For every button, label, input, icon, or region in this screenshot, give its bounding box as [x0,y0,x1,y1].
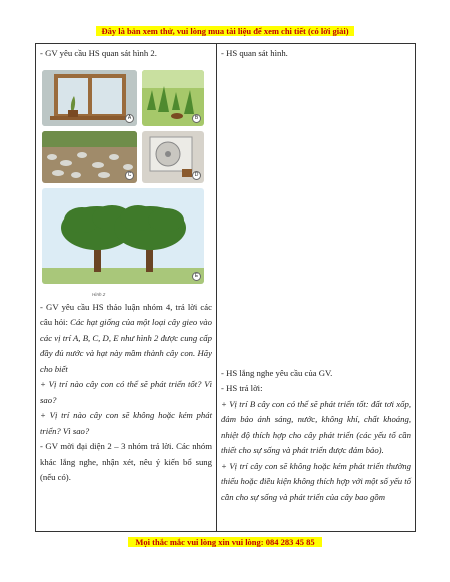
figure-2 [40,68,212,296]
figure-caption: Hình 2 [92,291,106,297]
instruction-present: - GV mời đại diện 2 – 3 nhóm trả lời. Các nhóm khác lắng nghe, nhận xét, nêu ý kiến bổ sung (nếu có). [40,441,212,482]
figure-label-b: B [192,114,201,123]
question-1: + Vị trí nào cây con có thể sẽ phát triển tốt? Vì sao? [40,379,212,405]
student-listen: - HS lắng nghe yêu cầu của GV. [221,367,333,378]
student-answer-heading: - HS trả lời: [221,383,263,393]
instruction-observe: - GV yêu cầu HS quan sát hình 2. [40,48,157,58]
figure-b-garden [142,70,204,126]
figure-e-large-trees [42,188,204,284]
teacher-activity-column [36,44,217,532]
student-activity-column [217,44,416,532]
lesson-table [35,43,416,532]
contact-banner: Mọi thắc mắc vui lòng xin vui lòng: 084 283 45 85 [128,537,322,547]
student-answer-2: + Vị trí cây con sẽ không hoặc kém phát triển thường thiếu hoặc điều kiện không thích hợp với một số yếu tố cần cho sự sống và phát triển của cây bao gồm [221,460,411,502]
figure-c-rocky-ground [42,131,137,183]
figure-label-a: A [125,114,134,123]
discussion-prompt [40,300,212,378]
preview-notice-banner: Đây là bản xem thử, vui lòng mua tài liệu để xem chi tiết (có lời giải) [96,26,354,36]
figure-a-window-pot [42,70,137,126]
discussion-instruction: - GV yêu cầu HS thảo luận nhóm 4, trả lời các câu hỏi: [40,301,212,327]
question-2: + Vị trí nào cây con sẽ không hoặc kém phát triển? Vì sao? [40,410,212,436]
figure-label-d: D [192,171,201,180]
figure-label-c: C [125,171,134,180]
student-observe: - HS quan sát hình. [221,48,288,58]
student-answer-1: + Vị trí B cây con có thể sẽ phát triển tốt: đất tơi xốp, đảm bảo ánh sáng, nước, không khí, chất khoáng, nhiệt độ thích hợp cho cây phát triển (các yếu tố cần thiết cho sự sống và phát triển được đảm bảo). [221,398,411,455]
figure-label-e: E [192,272,201,281]
discussion-question: Các hạt giống của một loại cây gieo vào các vị trí A, B, C, D, E như hình 2 được cung cấp đầy đủ nước và hạt này mầm thành cây con. Hãy cho biết [40,317,212,374]
figure-d-air-conditioner [142,131,204,183]
